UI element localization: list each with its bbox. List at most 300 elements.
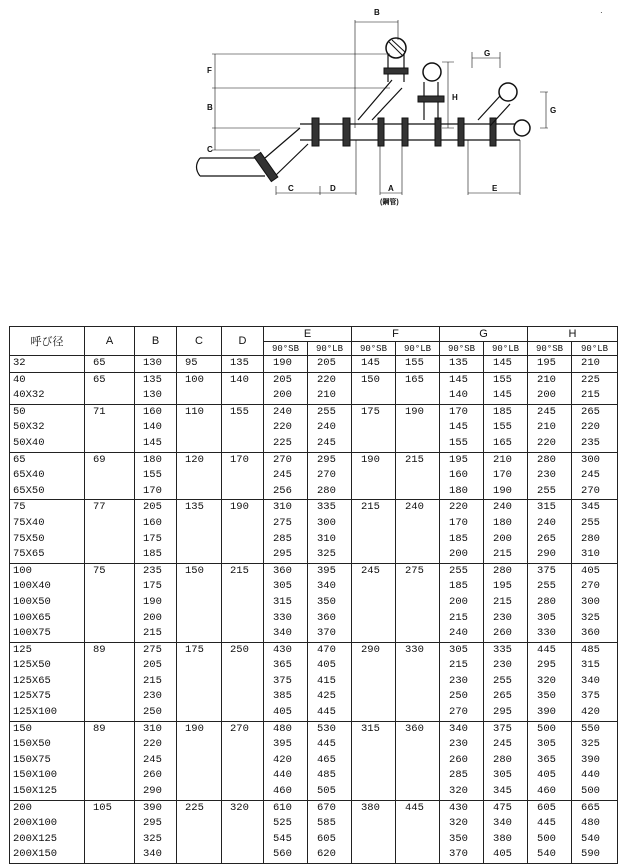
e-sb-cell bbox=[264, 500, 308, 563]
a-cell-value: 71 bbox=[93, 405, 106, 418]
size-cell-value: 150 bbox=[13, 722, 32, 735]
h-lb-cell-value: 315 bbox=[581, 659, 600, 672]
h-lb-cell-value: 500 bbox=[581, 785, 600, 798]
e-sb-cell-value: 395 bbox=[273, 738, 292, 751]
b-cell-value: 190 bbox=[143, 595, 162, 608]
size-cell-value: 125X100 bbox=[13, 706, 58, 719]
size-cell-value: 65X40 bbox=[13, 469, 45, 482]
f-lb-cell-value: 165 bbox=[405, 373, 424, 386]
b-cell-value: 390 bbox=[143, 801, 162, 814]
h-sb-cell-value: 305 bbox=[537, 738, 556, 751]
f-lb-cell bbox=[396, 372, 440, 404]
e-lb-cell-value: 485 bbox=[317, 769, 336, 782]
h-sb-cell-value: 210 bbox=[537, 421, 556, 434]
g-sb-cell-value: 220 bbox=[449, 501, 468, 514]
e-sb-cell-value: 610 bbox=[273, 801, 292, 814]
g-lb-cell-value: 405 bbox=[493, 848, 512, 861]
g-lb-cell bbox=[484, 800, 528, 863]
g-lb-cell bbox=[484, 452, 528, 500]
g-sb-cell-value: 155 bbox=[449, 436, 468, 449]
h-sb-cell-value: 295 bbox=[537, 659, 556, 672]
a-cell bbox=[85, 404, 135, 452]
h-sb-cell-value: 405 bbox=[537, 769, 556, 782]
e-lb-cell-value: 360 bbox=[317, 611, 336, 624]
h-sb-cell-value: 280 bbox=[537, 453, 556, 466]
size-cell-value: 40X32 bbox=[13, 389, 45, 402]
b-cell-value: 310 bbox=[143, 722, 162, 735]
e-sb-cell-value: 275 bbox=[273, 516, 292, 529]
g-lb-cell-value: 375 bbox=[493, 722, 512, 735]
size-cell bbox=[10, 404, 85, 452]
size-cell-value: 100X40 bbox=[13, 580, 51, 593]
b-cell-value: 185 bbox=[143, 548, 162, 561]
b-cell-value: 275 bbox=[143, 643, 162, 656]
d-cell-value: 135 bbox=[230, 357, 249, 369]
g-lb-cell-value: 165 bbox=[493, 436, 512, 449]
b-cell-value: 290 bbox=[143, 785, 162, 798]
dim-label-C-left: C bbox=[207, 145, 213, 154]
a-cell-value: 69 bbox=[93, 453, 106, 466]
e-lb-cell-value: 425 bbox=[317, 690, 336, 703]
e-sb-cell-value: 270 bbox=[273, 453, 292, 466]
b-cell-value: 325 bbox=[143, 832, 162, 845]
c-cell-value: 95 bbox=[185, 357, 198, 369]
h-sb-cell-value: 265 bbox=[537, 532, 556, 545]
g-lb-cell-value: 195 bbox=[493, 580, 512, 593]
e-lb-cell bbox=[308, 800, 352, 863]
g-lb-cell-value: 145 bbox=[493, 389, 512, 402]
g-sb-cell-value: 240 bbox=[449, 627, 468, 640]
e-lb-cell-value: 270 bbox=[317, 469, 336, 482]
b-cell-value: 130 bbox=[143, 389, 162, 402]
g-lb-cell bbox=[484, 500, 528, 563]
b-cell-value: 140 bbox=[143, 421, 162, 434]
riser-1 bbox=[358, 80, 402, 120]
e-lb-cell-value: 295 bbox=[317, 453, 336, 466]
h-sb-cell-value: 445 bbox=[537, 817, 556, 830]
a-cell-value: 105 bbox=[93, 801, 112, 814]
d-cell bbox=[222, 500, 264, 563]
size-cell-value: 200X125 bbox=[13, 832, 58, 845]
g-sb-cell bbox=[440, 721, 484, 800]
g-lb-cell bbox=[484, 404, 528, 452]
f-sb-cell bbox=[352, 356, 396, 373]
table-row bbox=[10, 356, 618, 373]
g-lb-cell bbox=[484, 372, 528, 404]
inlet-pipe bbox=[197, 158, 266, 176]
g-sb-cell-value: 260 bbox=[449, 753, 468, 766]
f-lb-cell-value: 445 bbox=[405, 801, 424, 814]
f-lb-cell-value: 215 bbox=[405, 453, 424, 466]
e-lb-cell-value: 300 bbox=[317, 516, 336, 529]
e-sb-cell bbox=[264, 563, 308, 642]
e-lb-cell bbox=[308, 500, 352, 563]
e-lb-cell-value: 340 bbox=[317, 580, 336, 593]
h-sb-cell-value: 500 bbox=[537, 722, 556, 735]
g-lb-cell-value: 380 bbox=[493, 832, 512, 845]
table-row bbox=[10, 372, 618, 404]
h-lb-cell bbox=[572, 404, 618, 452]
table-row bbox=[10, 500, 618, 563]
stray-mark: · bbox=[600, 8, 603, 17]
g-sb-cell-value: 215 bbox=[449, 659, 468, 672]
top-elbow bbox=[386, 38, 406, 58]
g-sb-cell-value: 305 bbox=[449, 643, 468, 656]
h-sb-cell bbox=[528, 500, 572, 563]
e-sb-cell-value: 205 bbox=[273, 373, 292, 386]
size-cell bbox=[10, 452, 85, 500]
size-cell-value: 32 bbox=[13, 357, 26, 369]
e-lb-cell bbox=[308, 642, 352, 721]
g-lb-cell-value: 155 bbox=[493, 373, 512, 386]
g-sb-cell-value: 195 bbox=[449, 453, 468, 466]
e-sb-cell-value: 420 bbox=[273, 753, 292, 766]
e-lb-cell-value: 245 bbox=[317, 436, 336, 449]
h-lb-cell-value: 280 bbox=[581, 532, 600, 545]
h-sb-cell-value: 245 bbox=[537, 405, 556, 418]
subheader-cell: 90°SB bbox=[264, 342, 308, 356]
h-sb-cell-value: 195 bbox=[537, 357, 556, 369]
header-F: F bbox=[352, 327, 440, 342]
g-sb-cell bbox=[440, 800, 484, 863]
e-sb-cell-value: 375 bbox=[273, 674, 292, 687]
g-sb-cell-value: 370 bbox=[449, 848, 468, 861]
h-lb-cell bbox=[572, 800, 618, 863]
g-lb-cell bbox=[484, 642, 528, 721]
b-cell-value: 170 bbox=[143, 484, 162, 497]
e-lb-cell-value: 240 bbox=[317, 421, 336, 434]
size-cell bbox=[10, 800, 85, 863]
h-sb-cell-value: 255 bbox=[537, 484, 556, 497]
e-lb-cell bbox=[308, 356, 352, 373]
b-cell-value: 180 bbox=[143, 453, 162, 466]
size-cell-value: 100X75 bbox=[13, 627, 51, 640]
f-sb-cell bbox=[352, 500, 396, 563]
e-lb-cell bbox=[308, 372, 352, 404]
b-cell-value: 245 bbox=[143, 753, 162, 766]
g-lb-cell-value: 230 bbox=[493, 611, 512, 624]
g-sb-cell bbox=[440, 404, 484, 452]
g-sb-cell-value: 170 bbox=[449, 516, 468, 529]
f-sb-cell bbox=[352, 452, 396, 500]
e-lb-cell-value: 605 bbox=[317, 832, 336, 845]
g-sb-cell-value: 170 bbox=[449, 405, 468, 418]
g-sb-cell-value: 145 bbox=[449, 421, 468, 434]
size-cell-value: 125X75 bbox=[13, 690, 51, 703]
h-sb-cell-value: 445 bbox=[537, 643, 556, 656]
h-lb-cell-value: 375 bbox=[581, 690, 600, 703]
subheader-cell: 90°SB bbox=[528, 342, 572, 356]
f-sb-cell-value: 380 bbox=[361, 801, 380, 814]
dim-label-G-top: G bbox=[484, 49, 491, 58]
h-sb-cell-value: 280 bbox=[537, 595, 556, 608]
c-cell bbox=[177, 372, 222, 404]
header-B: B bbox=[135, 327, 177, 356]
e-sb-cell bbox=[264, 356, 308, 373]
size-cell bbox=[10, 642, 85, 721]
a-cell bbox=[85, 800, 135, 863]
header-G: G bbox=[440, 327, 528, 342]
b-cell-value: 135 bbox=[143, 373, 162, 386]
e-lb-cell-value: 530 bbox=[317, 722, 336, 735]
h-lb-cell-value: 265 bbox=[581, 405, 600, 418]
f-lb-cell-value: 360 bbox=[405, 722, 424, 735]
g-sb-cell-value: 200 bbox=[449, 548, 468, 561]
h-sb-cell-value: 315 bbox=[537, 501, 556, 514]
e-lb-cell bbox=[308, 721, 352, 800]
e-sb-cell-value: 460 bbox=[273, 785, 292, 798]
c-cell bbox=[177, 721, 222, 800]
c-cell-value: 120 bbox=[185, 453, 204, 466]
h-lb-cell bbox=[572, 563, 618, 642]
e-lb-cell-value: 370 bbox=[317, 627, 336, 640]
e-sb-cell-value: 385 bbox=[273, 690, 292, 703]
size-cell-value: 200 bbox=[13, 801, 32, 814]
h-lb-cell-value: 325 bbox=[581, 611, 600, 624]
b-cell-value: 130 bbox=[143, 357, 162, 369]
e-lb-cell-value: 350 bbox=[317, 595, 336, 608]
g-lb-cell-value: 240 bbox=[493, 501, 512, 514]
g-sb-cell-value: 135 bbox=[449, 357, 468, 369]
f-lb-cell bbox=[396, 404, 440, 452]
g-lb-cell-value: 475 bbox=[493, 801, 512, 814]
g-sb-cell-value: 185 bbox=[449, 580, 468, 593]
d-cell-value: 170 bbox=[230, 453, 249, 466]
size-cell-value: 200X150 bbox=[13, 848, 58, 861]
f-sb-cell-value: 315 bbox=[361, 722, 380, 735]
e-sb-cell bbox=[264, 800, 308, 863]
size-cell bbox=[10, 563, 85, 642]
h-lb-cell-value: 325 bbox=[581, 738, 600, 751]
third-elbow bbox=[499, 83, 517, 101]
g-sb-cell bbox=[440, 452, 484, 500]
g-lb-cell-value: 185 bbox=[493, 405, 512, 418]
dim-label-E-bottom: E bbox=[492, 184, 498, 193]
f-lb-cell-value: 190 bbox=[405, 405, 424, 418]
g-lb-cell-value: 280 bbox=[493, 753, 512, 766]
g-lb-cell-value: 215 bbox=[493, 595, 512, 608]
f-sb-cell bbox=[352, 372, 396, 404]
b-cell-value: 215 bbox=[143, 627, 162, 640]
h-lb-cell-value: 300 bbox=[581, 453, 600, 466]
b-cell-value: 160 bbox=[143, 516, 162, 529]
e-lb-cell-value: 620 bbox=[317, 848, 336, 861]
dim-label-C-bottom: C bbox=[288, 184, 294, 193]
h-sb-cell-value: 460 bbox=[537, 785, 556, 798]
h-lb-cell-value: 390 bbox=[581, 753, 600, 766]
e-sb-cell-value: 545 bbox=[273, 832, 292, 845]
e-sb-cell-value: 405 bbox=[273, 706, 292, 719]
h-sb-cell-value: 375 bbox=[537, 564, 556, 577]
g-lb-cell-value: 215 bbox=[493, 548, 512, 561]
e-sb-cell-value: 200 bbox=[273, 389, 292, 402]
table-row bbox=[10, 642, 618, 721]
dim-label-D-bottom: D bbox=[330, 184, 336, 193]
e-sb-cell bbox=[264, 372, 308, 404]
h-lb-cell bbox=[572, 452, 618, 500]
g-sb-cell-value: 255 bbox=[449, 564, 468, 577]
h-sb-cell-value: 350 bbox=[537, 690, 556, 703]
f-lb-cell-value: 155 bbox=[405, 357, 424, 369]
g-lb-cell-value: 260 bbox=[493, 627, 512, 640]
h-lb-cell-value: 225 bbox=[581, 373, 600, 386]
c-cell bbox=[177, 452, 222, 500]
size-cell-value: 75X40 bbox=[13, 516, 45, 529]
e-sb-cell-value: 430 bbox=[273, 643, 292, 656]
main-run bbox=[300, 124, 520, 140]
c-cell bbox=[177, 563, 222, 642]
d-cell bbox=[222, 721, 264, 800]
g-sb-cell-value: 250 bbox=[449, 690, 468, 703]
e-sb-cell-value: 225 bbox=[273, 436, 292, 449]
size-cell-value: 100 bbox=[13, 564, 32, 577]
g-lb-cell-value: 200 bbox=[493, 532, 512, 545]
h-lb-cell-value: 665 bbox=[581, 801, 600, 814]
e-sb-cell-value: 525 bbox=[273, 817, 292, 830]
g-sb-cell-value: 200 bbox=[449, 595, 468, 608]
g-sb-cell-value: 230 bbox=[449, 738, 468, 751]
f-lb-cell bbox=[396, 642, 440, 721]
f-sb-cell bbox=[352, 563, 396, 642]
d-cell bbox=[222, 404, 264, 452]
header-size: 呼び径 bbox=[10, 327, 85, 356]
h-lb-cell-value: 245 bbox=[581, 469, 600, 482]
g-lb-cell-value: 180 bbox=[493, 516, 512, 529]
second-elbow bbox=[423, 63, 441, 81]
e-lb-cell-value: 335 bbox=[317, 501, 336, 514]
c-cell-value: 110 bbox=[185, 405, 204, 418]
b-cell-value: 230 bbox=[143, 690, 162, 703]
c-cell-value: 135 bbox=[185, 501, 204, 514]
subheader-cell: 90°SB bbox=[352, 342, 396, 356]
a-cell-value: 89 bbox=[93, 722, 106, 735]
size-cell-value: 50X40 bbox=[13, 436, 45, 449]
h-sb-cell-value: 290 bbox=[537, 548, 556, 561]
e-lb-cell bbox=[308, 452, 352, 500]
h-lb-cell-value: 440 bbox=[581, 769, 600, 782]
d-cell-value: 250 bbox=[230, 643, 249, 656]
h-lb-cell-value: 215 bbox=[581, 389, 600, 402]
b-cell-value: 235 bbox=[143, 564, 162, 577]
h-sb-cell-value: 240 bbox=[537, 516, 556, 529]
subheader-cell: 90°SB bbox=[440, 342, 484, 356]
a-cell bbox=[85, 452, 135, 500]
g-sb-cell-value: 145 bbox=[449, 373, 468, 386]
g-lb-cell bbox=[484, 563, 528, 642]
g-lb-cell bbox=[484, 721, 528, 800]
e-lb-cell bbox=[308, 404, 352, 452]
table-row bbox=[10, 800, 618, 863]
f-lb-cell bbox=[396, 500, 440, 563]
g-lb-cell-value: 280 bbox=[493, 564, 512, 577]
size-cell bbox=[10, 721, 85, 800]
e-sb-cell-value: 340 bbox=[273, 627, 292, 640]
e-lb-cell-value: 310 bbox=[317, 532, 336, 545]
h-lb-cell-value: 270 bbox=[581, 580, 600, 593]
g-sb-cell-value: 215 bbox=[449, 611, 468, 624]
b-cell-value: 205 bbox=[143, 501, 162, 514]
f-sb-cell bbox=[352, 800, 396, 863]
b-cell-value: 155 bbox=[143, 469, 162, 482]
e-sb-cell-value: 295 bbox=[273, 548, 292, 561]
e-lb-cell-value: 405 bbox=[317, 659, 336, 672]
a-cell-value: 65 bbox=[93, 373, 106, 386]
f-sb-cell bbox=[352, 404, 396, 452]
h-lb-cell-value: 590 bbox=[581, 848, 600, 861]
dim-label-H: H bbox=[452, 93, 458, 102]
g-sb-cell-value: 350 bbox=[449, 832, 468, 845]
e-lb-cell-value: 670 bbox=[317, 801, 336, 814]
a-cell bbox=[85, 372, 135, 404]
size-cell-value: 125X65 bbox=[13, 674, 51, 687]
e-sb-cell bbox=[264, 452, 308, 500]
d-cell-value: 270 bbox=[230, 722, 249, 735]
table-row bbox=[10, 721, 618, 800]
c-cell-value: 225 bbox=[185, 801, 204, 814]
h-lb-cell bbox=[572, 372, 618, 404]
g-lb-cell-value: 145 bbox=[493, 357, 512, 369]
g-sb-cell-value: 340 bbox=[449, 722, 468, 735]
e-lb-cell-value: 280 bbox=[317, 484, 336, 497]
e-lb-cell-value: 445 bbox=[317, 738, 336, 751]
a-cell-value: 77 bbox=[93, 501, 106, 514]
e-sb-cell-value: 365 bbox=[273, 659, 292, 672]
subheader-cell: 90°LB bbox=[484, 342, 528, 356]
c-cell-value: 150 bbox=[185, 564, 204, 577]
g-lb-cell-value: 210 bbox=[493, 453, 512, 466]
e-lb-cell-value: 220 bbox=[317, 373, 336, 386]
h-sb-cell bbox=[528, 356, 572, 373]
size-cell-value: 200X100 bbox=[13, 817, 58, 830]
g-lb-cell-value: 245 bbox=[493, 738, 512, 751]
d-cell-value: 155 bbox=[230, 405, 249, 418]
h-sb-cell-value: 390 bbox=[537, 706, 556, 719]
h-sb-cell bbox=[528, 452, 572, 500]
f-lb-cell-value: 275 bbox=[405, 564, 424, 577]
h-lb-cell-value: 550 bbox=[581, 722, 600, 735]
g-lb-cell bbox=[484, 356, 528, 373]
f-sb-cell bbox=[352, 721, 396, 800]
e-sb-cell-value: 240 bbox=[273, 405, 292, 418]
g-sb-cell-value: 185 bbox=[449, 532, 468, 545]
e-sb-cell bbox=[264, 721, 308, 800]
h-sb-cell-value: 200 bbox=[537, 389, 556, 402]
header-A: A bbox=[85, 327, 135, 356]
dim-label-B-left: B bbox=[207, 103, 213, 112]
g-lb-cell-value: 305 bbox=[493, 769, 512, 782]
b-cell-value: 250 bbox=[143, 706, 162, 719]
b-cell-value: 340 bbox=[143, 848, 162, 861]
size-cell bbox=[10, 372, 85, 404]
h-sb-cell-value: 320 bbox=[537, 674, 556, 687]
size-cell-value: 40 bbox=[13, 373, 26, 386]
e-sb-cell-value: 256 bbox=[273, 484, 292, 497]
a-cell bbox=[85, 500, 135, 563]
subheader-cell: 90°LB bbox=[572, 342, 618, 356]
size-cell-value: 50X32 bbox=[13, 421, 45, 434]
g-sb-cell-value: 270 bbox=[449, 706, 468, 719]
e-lb-cell-value: 585 bbox=[317, 817, 336, 830]
h-sb-cell bbox=[528, 372, 572, 404]
b-cell bbox=[135, 452, 177, 500]
g-lb-cell-value: 340 bbox=[493, 817, 512, 830]
f-lb-cell bbox=[396, 800, 440, 863]
b-cell bbox=[135, 642, 177, 721]
b-cell bbox=[135, 356, 177, 373]
e-sb-cell bbox=[264, 404, 308, 452]
h-lb-cell-value: 345 bbox=[581, 501, 600, 514]
d-cell-value: 320 bbox=[230, 801, 249, 814]
